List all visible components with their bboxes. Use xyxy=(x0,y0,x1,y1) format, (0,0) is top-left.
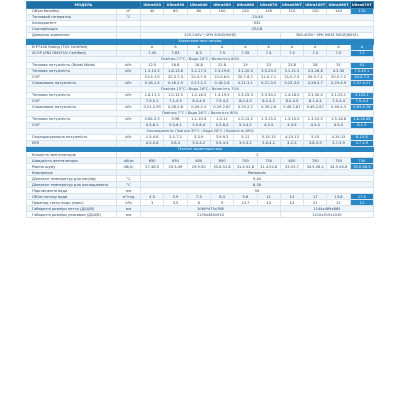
spec-value: 40 xyxy=(141,9,164,15)
spec-value: 0.37-4.21 xyxy=(350,80,373,86)
parameter-name: Холодоагент xyxy=(27,21,117,27)
spec-value: 35.0-58.3 xyxy=(350,164,373,170)
spec-value: 0.84-5.5 xyxy=(141,116,164,122)
spec-value: 650 xyxy=(141,158,164,164)
condition-title: Охолодження: Повітря 35°С / Вода 28°С / Вологість 80% xyxy=(27,128,374,134)
parameter-name: ErP7448 Rating (TUV Certified) xyxy=(27,44,117,50)
spec-value: 4.3-5 xyxy=(327,122,350,128)
spec-value-merged: -15-40 xyxy=(141,15,374,21)
spec-value: 12 xyxy=(350,200,373,206)
spec-value: 14 xyxy=(280,200,303,206)
spec-value: 0.49-2.87 xyxy=(304,104,327,110)
spec-value-merged: R32 xyxy=(141,21,374,27)
spec-value: 80 xyxy=(187,9,210,15)
parameter-name: COP xyxy=(27,98,117,104)
spec-value: 6 xyxy=(187,200,210,206)
spec-value: 0.49-4.3 xyxy=(327,104,350,110)
spec-value: 5.15-13 xyxy=(257,134,280,140)
spec-value: 19 xyxy=(234,62,257,68)
spec-value: 8.1-4.4 xyxy=(304,98,327,104)
spec-row xyxy=(27,212,374,218)
spec-value: 8.3-4.9 xyxy=(187,98,210,104)
spec-value: A xyxy=(304,44,327,50)
parameter-name: COP xyxy=(27,74,117,80)
spec-value: 11 xyxy=(257,194,280,200)
spec-value: 7.9-4.4 xyxy=(350,98,373,104)
spec-table-body xyxy=(27,2,374,218)
spec-value: 3.3-30.2 xyxy=(257,92,280,98)
spec-value: 2.5-7.2 xyxy=(164,134,187,140)
spec-value: 100 xyxy=(210,9,233,15)
spec-value: 22.8 xyxy=(210,62,233,68)
parameter-unit: °C xyxy=(117,176,141,182)
parameter-unit: кВт xyxy=(117,116,141,122)
spec-value: 5.3-4.2 xyxy=(234,122,257,128)
spec-value: 3.3-30.4 xyxy=(304,92,327,98)
spec-value: 0.63-4.76 xyxy=(350,104,373,110)
spec-value: 5.3-6.4 xyxy=(210,122,233,128)
spec-value: 18.8 xyxy=(187,62,210,68)
parameter-name: Об'єм басейну xyxy=(27,9,117,15)
spec-value: 13 xyxy=(280,194,303,200)
spec-value-merged-single-phase: 220-240V~/1PH 50HZ(60HZ) xyxy=(141,33,281,39)
spec-value: 34.5-56.2 xyxy=(304,164,327,170)
spec-value: 1.2-11 xyxy=(210,116,233,122)
spec-value: 0.23-4.9 xyxy=(327,80,350,86)
spec-value: 20.7-6.7 xyxy=(234,74,257,80)
parameter-name: Компресор xyxy=(27,170,117,176)
parameter-name: Швидкість вентилятора xyxy=(27,158,117,164)
condition-title: Повітря 27°С / Вода 26°С / Вологість 80% xyxy=(27,56,374,62)
spec-value: 7.2 xyxy=(350,50,373,56)
spec-value: 30.8-51.8 xyxy=(210,164,233,170)
spec-value: 21.0-7.1 xyxy=(257,74,280,80)
spec-value: 3.8-3.9 xyxy=(304,140,327,146)
spec-value-merged-single-phase: 1130x485x910 xyxy=(141,212,281,218)
spec-value: 7.0 xyxy=(327,50,350,56)
parameter-name: Габаритні розміри упаковки (Д/Ш/В) xyxy=(27,212,117,218)
parameter-name: Рівень шуму xyxy=(27,164,117,170)
header-model-name: Ultra050 xyxy=(210,2,233,9)
spec-value: 1.1-10.4 xyxy=(187,116,210,122)
parameter-unit: °C xyxy=(117,15,141,21)
spec-value: 17 xyxy=(304,194,327,200)
spec-value-merged: 1 xyxy=(141,152,374,158)
spec-value: 6.1-5 xyxy=(350,122,373,128)
condition-title: Повітря 7°С / Вода 26°С / Вологість 60% xyxy=(27,110,374,116)
spec-value: 0.28-2.8 xyxy=(164,104,187,110)
parameter-unit: kPa xyxy=(117,200,141,206)
spec-value: 0.16-1.5 xyxy=(141,80,164,86)
spec-value: 1.8-13.8 xyxy=(164,68,187,74)
spec-value: 750 xyxy=(327,158,350,164)
spec-value: 27-48.5 xyxy=(141,164,164,170)
spec-value: 5.0-4.4 xyxy=(210,140,233,146)
spec-value: 1.5-16.6 xyxy=(327,116,350,122)
spec-value: 3.1-20.5 xyxy=(234,68,257,74)
spec-value: 14.7 xyxy=(234,200,257,206)
header-model-name: Ultra060 xyxy=(234,2,257,9)
spec-value: 110 xyxy=(280,9,303,15)
parameter-name: Споживана потужність xyxy=(27,104,117,110)
header-model-name: Ultra020 xyxy=(141,2,164,9)
spec-value: 1.3-15.5 xyxy=(257,116,280,122)
spec-value: 31 xyxy=(327,62,350,68)
spec-value: 3.8-3 xyxy=(164,140,187,146)
spec-value: 7.4 xyxy=(280,50,303,56)
header-model-name: Ultra030 xyxy=(164,2,187,9)
spec-value: 170 xyxy=(350,9,373,15)
spec-value: 750 xyxy=(234,158,257,164)
parameter-unit: кВт xyxy=(117,68,141,74)
spec-value: 120 xyxy=(234,9,257,15)
spec-value: 7.63 xyxy=(164,50,187,56)
spec-value: 3.5 xyxy=(164,200,187,206)
spec-value: 9.8 xyxy=(234,194,257,200)
spec-value: 3.5-28.8 xyxy=(304,68,327,74)
spec-value: 0.29-2.2 xyxy=(234,104,257,110)
header-model-name: Ultra100T xyxy=(305,2,326,7)
condition-title: Повітря 15°С / Вода 26°С / Вологість 70% xyxy=(27,86,374,92)
header-model-name: Ultra070 xyxy=(257,2,280,9)
spec-value: 33-53.7 xyxy=(280,164,303,170)
spec-value: 5-11 xyxy=(234,134,257,140)
spec-value: 0.26-3.7 xyxy=(304,80,327,86)
spec-value: 3 xyxy=(141,200,164,206)
spec-value: 1.5-4.8 xyxy=(141,134,164,140)
spec-value: 4.3-30 xyxy=(327,68,350,74)
spec-value-merged: Panasonic xyxy=(141,170,374,176)
parameter-unit: мм xyxy=(117,212,141,218)
parameter-name: Підключення води xyxy=(27,188,117,194)
spec-value: A xyxy=(164,44,187,50)
parameter-unit: кВт xyxy=(117,92,141,98)
parameter-unit: об/хв xyxy=(117,158,141,164)
spec-value: 1.8-11.3 xyxy=(141,92,164,98)
spec-value: 7.9-5.1 xyxy=(141,98,164,104)
spec-value: 2.2-17.3 xyxy=(187,68,210,74)
spec-value: 21 xyxy=(327,200,350,206)
spec-value-merged-single-phase: 1060*475x768 xyxy=(141,206,281,212)
spec-value: 21.0-7.5 xyxy=(280,74,303,80)
spec-value: 4.3-5 xyxy=(280,122,303,128)
spec-value: 3.1-25.1 xyxy=(327,92,350,98)
header-model-name: Ultra040 xyxy=(187,2,210,9)
spec-value: 1.0-12.5 xyxy=(164,92,187,98)
spec-value: 5.0-6.1 xyxy=(164,122,187,128)
spec-value: 7.4 xyxy=(304,50,327,56)
spec-value: 13.8 xyxy=(327,194,350,200)
parameter-name: Теплова потужність xyxy=(27,68,117,74)
parameter-name: Об'єм потоку води xyxy=(27,194,117,200)
spec-value: 3.1-21.5 xyxy=(280,68,303,74)
spec-value: 34.5-56.8 xyxy=(327,164,350,170)
spec-value: 42 xyxy=(350,62,373,68)
spec-value: 5-15 xyxy=(304,134,327,140)
spec-value: 22.4-7.9 xyxy=(187,74,210,80)
spec-value: A xyxy=(187,44,210,50)
header-row xyxy=(27,2,374,9)
spec-value: 60 xyxy=(164,9,187,15)
spec-value: 7.45 xyxy=(141,50,164,56)
parameter-unit: кВт xyxy=(117,80,141,86)
spec-value: A xyxy=(257,44,280,50)
parameter-name: Тепловий генератор xyxy=(27,15,117,21)
spec-value: 16.8 xyxy=(164,62,187,68)
parameter-unit: кВт xyxy=(117,134,141,140)
spec-value: 0.98 xyxy=(164,116,187,122)
spec-value: 8.4 xyxy=(210,194,233,200)
spec-value: 8.0-4.3 xyxy=(234,98,257,104)
spec-value: 31.4-52.8 xyxy=(234,164,257,170)
spec-value: 7.9-4.5 xyxy=(210,98,233,104)
spec-value: 9 xyxy=(210,200,233,206)
parameter-name: SCOP (EN17645TUV Certified) xyxy=(27,50,117,56)
spec-value: 650 xyxy=(210,158,233,164)
spec-value: 8.2-4.2 xyxy=(257,98,280,104)
spec-value: 5.0-4.2 xyxy=(257,140,280,146)
parameter-name: Теплова потужність (Boost Mode) xyxy=(27,62,117,68)
spec-value: 7.5-49.1 xyxy=(350,68,373,74)
spec-value: 1.3-15.5 xyxy=(304,116,327,122)
spec-value: 1.2-10.5 xyxy=(141,68,164,74)
spec-value: 3.9-9.2 xyxy=(210,134,233,140)
spec-value: 20.0-7.2 xyxy=(350,74,373,80)
spec-value: 7.39 xyxy=(234,50,257,56)
parameter-unit: мм xyxy=(117,188,141,194)
spec-value: 28 xyxy=(304,62,327,68)
spec-value: 8-15.8 xyxy=(350,134,373,140)
spec-value: 8.0-4.5 xyxy=(280,98,303,104)
spec-value-merged: 8-30 xyxy=(141,182,374,188)
spec-table xyxy=(26,1,374,218)
parameter-unit: кВт xyxy=(117,104,141,110)
spec-value: 1.2-16.5 xyxy=(187,92,210,98)
parameter-name: Теплова потужність xyxy=(27,92,117,98)
spec-value: 14 xyxy=(257,200,280,206)
spec-value: A xyxy=(210,44,233,50)
spec-value: 8.3 xyxy=(187,50,210,56)
spec-value: 650 xyxy=(280,158,303,164)
spec-value: 3.3-9 xyxy=(187,134,210,140)
spec-value: 21.0-6.0 xyxy=(210,74,233,80)
spec-value: 2.4-18.5 xyxy=(280,92,303,98)
parameter-name: Габаритні розміри нетто (Д/Ш/В) xyxy=(27,206,117,212)
spec-value: 7.4 xyxy=(257,50,280,56)
spec-value: 31.4-52.6 xyxy=(257,164,280,170)
spec-value: 5.0-4.2 xyxy=(187,140,210,146)
parameter-unit: м³ xyxy=(117,9,141,15)
spec-value: 0.49-2.87 xyxy=(280,104,303,110)
parameter-unit: кВт xyxy=(117,62,141,68)
spec-value: 3.7-2.9 xyxy=(350,140,373,146)
spec-value: 23.8 xyxy=(280,62,303,68)
spec-value: 7.3 xyxy=(187,194,210,200)
spec-value: 750 xyxy=(257,158,280,164)
spec-value: 0.39-2.8 xyxy=(257,104,280,110)
spec-value: 0.16-1.9 xyxy=(164,80,187,86)
spec-value: 0.23-3.0 xyxy=(280,80,303,86)
spec-value: 140 xyxy=(257,9,280,15)
spec-value: 1.3-19.5 xyxy=(210,92,233,98)
spec-value: 4.5-5.6 xyxy=(141,140,164,146)
parameter-name: Споживана потужність xyxy=(27,80,117,86)
spec-value: 3.9-3.2 xyxy=(234,140,257,146)
header-model-name: Ultra090T xyxy=(281,2,302,7)
spec-value: 4.3-5 xyxy=(304,122,327,128)
spec-value: 0.29-2.87 xyxy=(210,104,233,110)
spec-value: 0.21-3.5 xyxy=(257,80,280,86)
spec-value: 4.5 xyxy=(141,194,164,200)
spec-value: 4.15-15 xyxy=(327,134,350,140)
spec-value-merged-three-phase: 1144x489x865 xyxy=(280,206,373,212)
spec-value: 1.3-15.5 xyxy=(280,116,303,122)
spec-value: 17.9 xyxy=(350,194,373,200)
spec-value: 650 xyxy=(187,158,210,164)
parameter-name: Перепад тиску води (макс) xyxy=(27,200,117,206)
spec-value: 7.5-4.4 xyxy=(327,98,350,104)
spec-value: 20.0-7.2 xyxy=(327,74,350,80)
spec-value: 0.49-2.4 xyxy=(187,104,210,110)
spec-value: 5.0-6.4 xyxy=(187,122,210,128)
header-model-label: МОДЕЛЬ xyxy=(27,2,141,9)
spec-value: A xyxy=(280,44,303,50)
spec-value: 3.5-23.3 xyxy=(257,68,280,74)
spec-value: 7.9 xyxy=(210,50,233,56)
spec-value: 2.3-19.6 xyxy=(210,68,233,74)
spec-value-merged: 50 xyxy=(141,188,374,194)
parameter-name: Кількість вентиляторів xyxy=(27,152,117,158)
spec-value: 4.2-3 xyxy=(280,140,303,146)
parameter-name: Теплова потужність xyxy=(27,116,117,122)
parameter-unit: м³/год xyxy=(117,194,141,200)
spec-value: A xyxy=(141,44,164,50)
spec-value: 0.18-2.8 xyxy=(210,80,233,86)
spec-value: 12.5 xyxy=(141,62,164,68)
spec-value: 3.7-3.9 xyxy=(327,140,350,146)
spec-value: 21 xyxy=(304,200,327,206)
spec-value-merged: CE/CB xyxy=(141,27,374,33)
parameter-name: Джерело живлення xyxy=(27,33,117,39)
spec-value: A xyxy=(327,44,350,50)
spec-value-merged: 9-40 xyxy=(141,176,374,182)
parameter-name: Сертифікація xyxy=(27,27,117,33)
parameter-unit: dB(A) xyxy=(117,164,141,170)
header-model-name: Ultra060T xyxy=(328,2,349,7)
spec-value: 1.8-18.48 xyxy=(350,116,373,122)
spec-value: 0.21-3.1 xyxy=(234,80,257,86)
parameter-name: EER xyxy=(27,140,117,146)
parameter-unit: °C xyxy=(117,182,141,188)
parameter-name: Діапазон температур для охолодження xyxy=(27,182,117,188)
spec-value: A xyxy=(350,44,373,50)
spec-value: 29.9-50 xyxy=(187,164,210,170)
spec-value: 650 xyxy=(164,158,187,164)
spec-value: 750 xyxy=(304,158,327,164)
spec-value: 4.3-5 xyxy=(257,122,280,128)
spec-value: 4.5-6.1 xyxy=(141,122,164,128)
spec-value: 0.17-2.2 xyxy=(187,80,210,86)
spec-value: 29.3-49 xyxy=(164,164,187,170)
parameter-name: Діапазон температур для нагріву xyxy=(27,176,117,182)
spec-value: 140 xyxy=(327,9,350,15)
spec-value: 3.125-1 xyxy=(350,92,373,98)
spec-value: 21.5-7.0 xyxy=(141,74,164,80)
spec-value: 1.3-12.2 xyxy=(234,116,257,122)
spec-value: 23 xyxy=(257,62,280,68)
spec-value: 4.15-13 xyxy=(280,134,303,140)
section-title: Характеристика нагріву xyxy=(27,39,374,45)
section-title: Технічні характеристики xyxy=(27,146,374,152)
spec-value: 22.3-7.3 xyxy=(164,74,187,80)
spec-value-merged-three-phase: 380-400V~3PH 50HZ 50HZ(60HZ) xyxy=(280,33,373,39)
spec-value: 5.9 xyxy=(164,194,187,200)
spec-value: 7.1-4.5 xyxy=(164,98,187,104)
header-model-name: Ultra070T xyxy=(351,2,372,7)
spec-value: 750 xyxy=(350,158,373,164)
parameter-name: Охолоджувальна потужність xyxy=(27,134,117,140)
parameter-unit: мм xyxy=(117,206,141,212)
spec-value: 120 xyxy=(304,9,327,15)
parameter-name: COP xyxy=(27,122,117,128)
spec-value: 2.3-25.3 xyxy=(234,92,257,98)
spec-value-merged-three-phase: 1210x515x1010 xyxy=(280,212,373,218)
spec-value: 0.51-2.59 xyxy=(141,104,164,110)
spec-value: 20.9-7.1 xyxy=(304,74,327,80)
specification-sheet xyxy=(26,1,374,218)
spec-value: A xyxy=(234,44,257,50)
